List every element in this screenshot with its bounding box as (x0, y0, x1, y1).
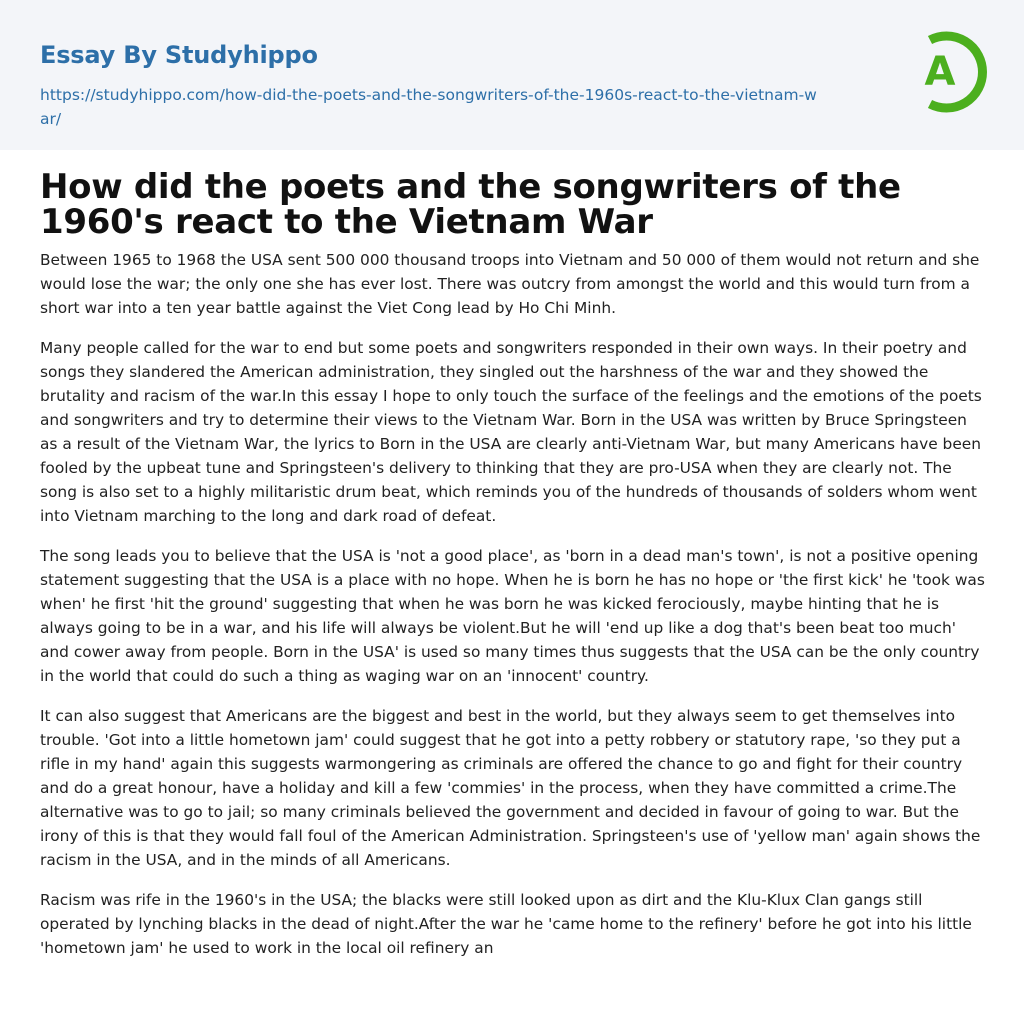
site-brand[interactable]: Essay By Studyhippo (40, 41, 318, 69)
logo-letter: A (924, 49, 956, 95)
essay-url-link[interactable]: https://studyhippo.com/how-did-the-poets-and-the-songwriters-of-the-1960s-react-to-the-vietnam-war/ (40, 86, 817, 128)
studyhippo-logo-icon[interactable] (910, 28, 990, 116)
essay-paragraph-1: Between 1965 to 1968 the USA sent 500 000 thousand troops into Vietnam and 50 000 of them would not return and she would lose the war; the only one she has ever lost. There was outcry from amongst the world and this would turn from a short war into a ten year battle against the Viet Cong lead by Ho Chi Minh. (40, 251, 980, 317)
essay-paragraph-2: Many people called for the war to end but some poets and songwriters responded in their own ways. In their poetry and songs they slandered the American administration, they singled out the harshness of the war and they showed the brutality and racism of the war.In this essay I hope to only touch the surface of the feelings and the emotions of the poets and songwriters and try to determine their views to the Vietnam War. Born in the USA was written by Bruce Springsteen as a result of the Vietnam War, the lyrics to Born in the USA are clearly anti-Vietnam War, but many Americans have been fooled by the upbeat tune and Springsteen's delivery to thinking that they are pro-USA when they are clearly not. The song is also set to a highly militaristic drum beat, which reminds you of the hundreds of thousands of solders whom went into Vietnam marching to the long and dark road of defeat. (40, 339, 982, 525)
essay-paragraph-4: It can also suggest that Americans are the biggest and best in the world, but they always seem to get themselves into trouble. 'Got into a little hometown jam' could suggest that he got into a petty robbery or statutory rape, 'so they put a rifle in my hand' again this suggests warmongering as criminals are offered the chance to go and fight for their country and do a great honour, have a holiday and kill a few 'commies' in the process, when they have committed a crime.The alternative was to go to jail; so many criminals believed the government and decided in favour of going to war. But the irony of this is that they would fall foul of the American Administration. Springsteen's use of 'yellow man' again shows the racism in the USA, and in the minds of all Americans. (40, 707, 981, 869)
site-header (0, 0, 1024, 150)
essay-paragraph-3: The song leads you to believe that the USA is 'not a good place', as 'born in a dead man's town', is not a positive opening statement suggesting that the USA is a place with no hope. When he is born he has no hope or 'the first kick' he 'took was when' he first 'hit the ground' suggesting that when he was born he was kicked ferociously, maybe hinting that he is always going to be in a war, and his life will always be violent.But he will 'end up like a dog that's been beat too much' and cower away from people. Born in the USA' is used so many times thus suggests that the USA can be the only country in the world that could do such a thing as waging war on an 'innocent' country. (40, 547, 985, 685)
essay-title: How did the poets and the songwriters of the 1960's react to the Vietnam War (40, 167, 901, 242)
essay-content (40, 167, 986, 976)
essay-paragraph-5: Racism was rife in the 1960's in the USA; the blacks were still looked upon as dirt and the Klu-Klux Clan gangs still operated by lynching blacks in the dead of night.After the war he 'came home to the refinery' before he got into his little 'hometown jam' he used to work in the local oil refinery an (40, 891, 972, 957)
